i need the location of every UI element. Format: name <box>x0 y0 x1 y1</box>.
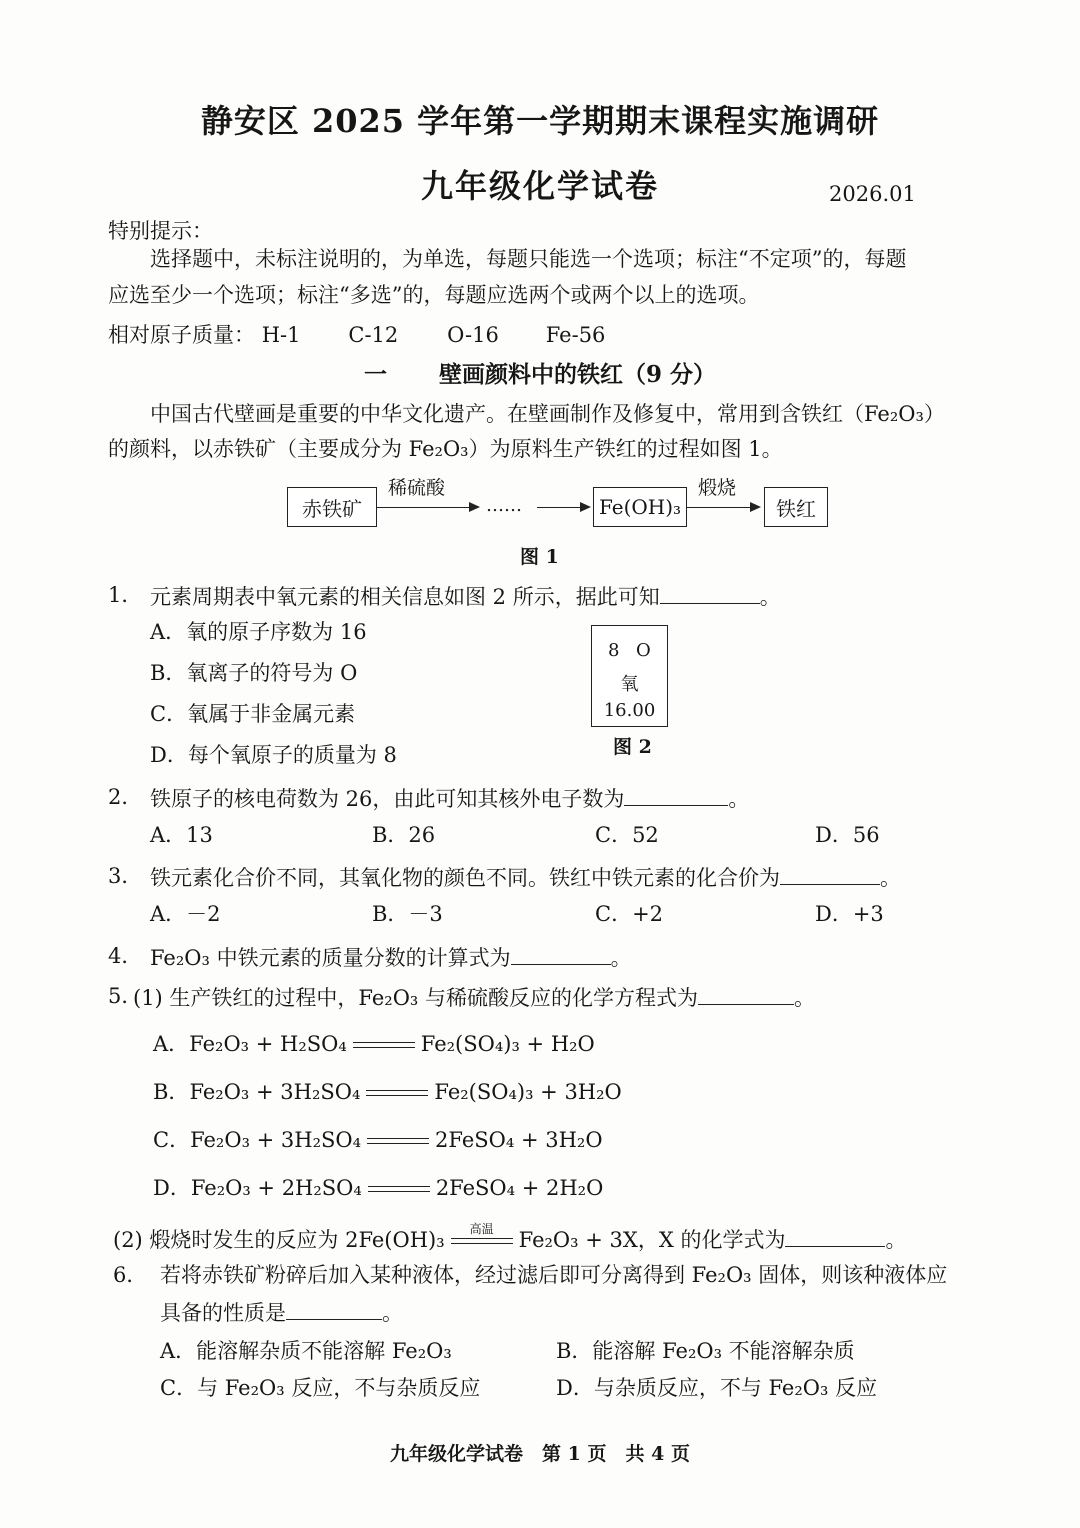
atomic-mass-row <box>108 323 605 347</box>
q5-option-d-equals-sign <box>368 1185 430 1195</box>
q3-option-b[interactable]: B．－3 <box>372 902 443 926</box>
q5-part2-reactant: (2) 煅烧时发生的反应为 2Fe(OH)₃ <box>113 1228 445 1252</box>
q2-number: 2． <box>108 785 143 809</box>
q4-answer-blank[interactable] <box>511 944 611 965</box>
flow-arrow1-line <box>377 507 472 508</box>
q3-text: 铁元素化合价不同，其氧化物的颜色不同。铁红中铁元素的化合价为 <box>150 866 780 890</box>
exam-date: 2026.01 <box>829 182 916 206</box>
q5-option-d[interactable] <box>153 1176 603 1200</box>
flow-box-feoh3-label: Fe(OH)₃ <box>598 495 682 519</box>
oxygen-element-cell <box>591 625 668 727</box>
q5-option-b-reactants: Fe₂O₃ + 3H₂SO₄ <box>189 1080 361 1104</box>
q2-option-d[interactable]: D．56 <box>815 823 880 847</box>
flow-box-feoh3 <box>593 487 687 527</box>
flow-arrow3-line <box>687 507 753 508</box>
figure1-caption: 图 1 <box>520 546 559 568</box>
q1-option-c[interactable]: C．氧属于非金属元素 <box>150 702 356 726</box>
q6-option-c[interactable]: C．与 Fe₂O₃ 反应，不与杂质反应 <box>160 1376 481 1400</box>
q6-line1: 若将赤铁矿粉碎后加入某种液体，经过滤后即可分离得到 Fe₂O₃ 固体，则该种液体应 <box>160 1263 948 1287</box>
q5-part1-answer-blank[interactable] <box>698 984 794 1005</box>
q6-end: 。 <box>382 1301 403 1325</box>
section1-intro-line1: 中国古代壁画是重要的中华文化遗产。在壁画制作及修复中，常用到含铁红（Fe₂O₃） <box>150 402 945 426</box>
q6-number: 6． <box>113 1263 148 1287</box>
q5-option-a-label: A． <box>153 1032 190 1056</box>
q5-option-a[interactable] <box>153 1032 595 1056</box>
q3-option-a[interactable]: A．－2 <box>150 902 221 926</box>
exam-title-line1: 静安区 2025 学年第一学期期末课程实施调研 <box>200 102 880 140</box>
flow-arrow1-head-icon <box>469 502 480 512</box>
q3-option-c[interactable]: C．+2 <box>595 902 664 926</box>
atomic-mass-o: O-16 <box>447 323 499 347</box>
q5-option-c-label: C． <box>153 1128 191 1152</box>
flow-arrow3-head-icon <box>750 502 761 512</box>
q5-option-c-reactants: Fe₂O₃ + 3H₂SO₄ <box>190 1128 362 1152</box>
q5-part2-equals-sign <box>451 1221 513 1247</box>
q1-stem <box>150 583 781 609</box>
atomic-mass-label: 相对原子质量： <box>108 323 255 347</box>
q2-end: 。 <box>728 787 750 811</box>
atomic-mass-fe: Fe-56 <box>545 323 606 347</box>
q5-option-b-products: Fe₂(SO₄)₃ + 3H₂O <box>434 1080 622 1104</box>
q1-option-d[interactable]: D．每个氧原子的质量为 8 <box>150 743 397 767</box>
oxygen-atomic-number: 8 <box>608 640 620 661</box>
q6-option-d[interactable]: D．与杂质反应，不与 Fe₂O₃ 反应 <box>556 1376 878 1400</box>
q6-answer-blank[interactable] <box>286 1299 382 1320</box>
q6-option-a[interactable]: A．能溶解杂质不能溶解 Fe₂O₃ <box>160 1339 452 1363</box>
q3-end: 。 <box>880 866 901 890</box>
q5-option-b-label: B． <box>153 1080 190 1104</box>
flow-box-hematite <box>287 487 377 527</box>
notice-label: 特别提示： <box>108 219 213 243</box>
atomic-mass-h: H-1 <box>261 323 301 347</box>
flow-arrow3-label: 煅烧 <box>698 477 737 499</box>
q1-answer-blank[interactable] <box>660 583 760 604</box>
q4-end: 。 <box>610 946 632 970</box>
q2-text: 铁原子的核电荷数为 26，由此可知其核外电子数为 <box>150 787 625 811</box>
q2-stem <box>150 785 749 811</box>
q6-line2 <box>160 1299 403 1325</box>
q1-end: 。 <box>759 585 781 609</box>
q3-option-d[interactable]: D．+3 <box>815 902 884 926</box>
q5-option-c-products: 2FeSO₄ + 3H₂O <box>435 1128 603 1152</box>
q5-option-b[interactable] <box>153 1080 622 1104</box>
q6-option-b[interactable]: B．能溶解 Fe₂O₃ 不能溶解杂质 <box>556 1339 855 1363</box>
q5-option-a-equals-sign <box>353 1041 415 1051</box>
q5-part1-stem <box>133 984 815 1010</box>
oxygen-mass: 16.00 <box>603 700 656 721</box>
q5-option-a-products: Fe₂(SO₄)₃ + H₂O <box>420 1032 595 1056</box>
q4-stem <box>150 944 632 970</box>
q2-option-a[interactable]: A．13 <box>150 823 213 847</box>
q5-part1-text: (1) 生产铁红的过程中，Fe₂O₃ 与稀硫酸反应的化学方程式为 <box>133 986 698 1010</box>
q2-option-c[interactable]: C．52 <box>595 823 659 847</box>
q5-part2-stem <box>113 1221 907 1252</box>
section1-intro-line2: 的颜料，以赤铁矿（主要成分为 Fe₂O₃）为原料生产铁红的过程如图 1。 <box>108 437 783 461</box>
q1-option-b[interactable]: B．氧离子的符号为 O <box>150 661 358 685</box>
flow-box-iron-red <box>764 487 828 527</box>
flow-arrow2-head-icon <box>580 502 591 512</box>
q5-option-b-equals-sign <box>366 1089 428 1099</box>
q2-option-b[interactable]: B．26 <box>372 823 436 847</box>
q5-option-c-equals-sign <box>367 1137 429 1147</box>
notice-line2: 应选至少一个选项；标注“多选”的，每题应选两个或两个以上的选项。 <box>108 283 760 307</box>
q4-number: 4． <box>108 944 143 968</box>
flow-arrow1-label: 稀硫酸 <box>388 477 446 499</box>
q5-part2-text: Fe₂O₃ + 3X，X 的化学式为 <box>518 1228 786 1252</box>
q4-text: Fe₂O₃ 中铁元素的质量分数的计算式为 <box>150 946 511 970</box>
q1-number: 1． <box>108 583 143 607</box>
oxygen-name: 氧 <box>620 674 639 695</box>
notice-line1: 选择题中，未标注说明的，为单选，每题只能选一个选项；标注“不定项”的，每题 <box>150 247 907 271</box>
flow-dots: …… <box>486 495 522 516</box>
atomic-mass-c: C-12 <box>348 323 399 347</box>
section1-heading <box>0 362 1080 388</box>
oxygen-symbol: O <box>636 640 651 661</box>
flow-box-iron-red-label: 铁红 <box>776 496 816 521</box>
q5-option-d-label: D． <box>153 1176 191 1200</box>
q5-option-d-products: 2FeSO₄ + 2H₂O <box>435 1176 604 1200</box>
page-footer: 九年级化学试卷 第 1 页 共 4 页 <box>390 1443 690 1465</box>
q5-part2-condition: 高温 <box>469 1221 494 1236</box>
q5-option-c[interactable] <box>153 1128 603 1152</box>
q5-part1-end: 。 <box>794 986 815 1010</box>
flow-box-hematite-label: 赤铁矿 <box>302 496 362 521</box>
section1-title: 壁画颜料中的铁红（9 分） <box>439 361 717 388</box>
q5-option-d-reactants: Fe₂O₃ + 2H₂SO₄ <box>190 1176 362 1200</box>
q5-part2-answer-blank[interactable] <box>785 1226 885 1247</box>
q5-number: 5． <box>108 984 143 1008</box>
flow-arrow2-line <box>537 507 583 508</box>
q1-option-a[interactable]: A．氧的原子序数为 16 <box>150 620 367 644</box>
q3-stem <box>150 864 901 890</box>
q2-answer-blank[interactable] <box>624 785 728 806</box>
q5-part2-end: 。 <box>885 1228 907 1252</box>
figure2-caption: 图 2 <box>613 736 652 758</box>
q5-option-a-reactants: Fe₂O₃ + H₂SO₄ <box>189 1032 347 1056</box>
q3-number: 3． <box>108 864 143 888</box>
section1-number: 一 <box>363 361 387 388</box>
q3-answer-blank[interactable] <box>780 864 880 885</box>
q6-line2-text: 具备的性质是 <box>160 1301 286 1325</box>
exam-title-line2: 九年级化学试卷 <box>420 167 659 205</box>
q1-text: 元素周期表中氧元素的相关信息如图 2 所示，据此可知 <box>150 585 660 609</box>
